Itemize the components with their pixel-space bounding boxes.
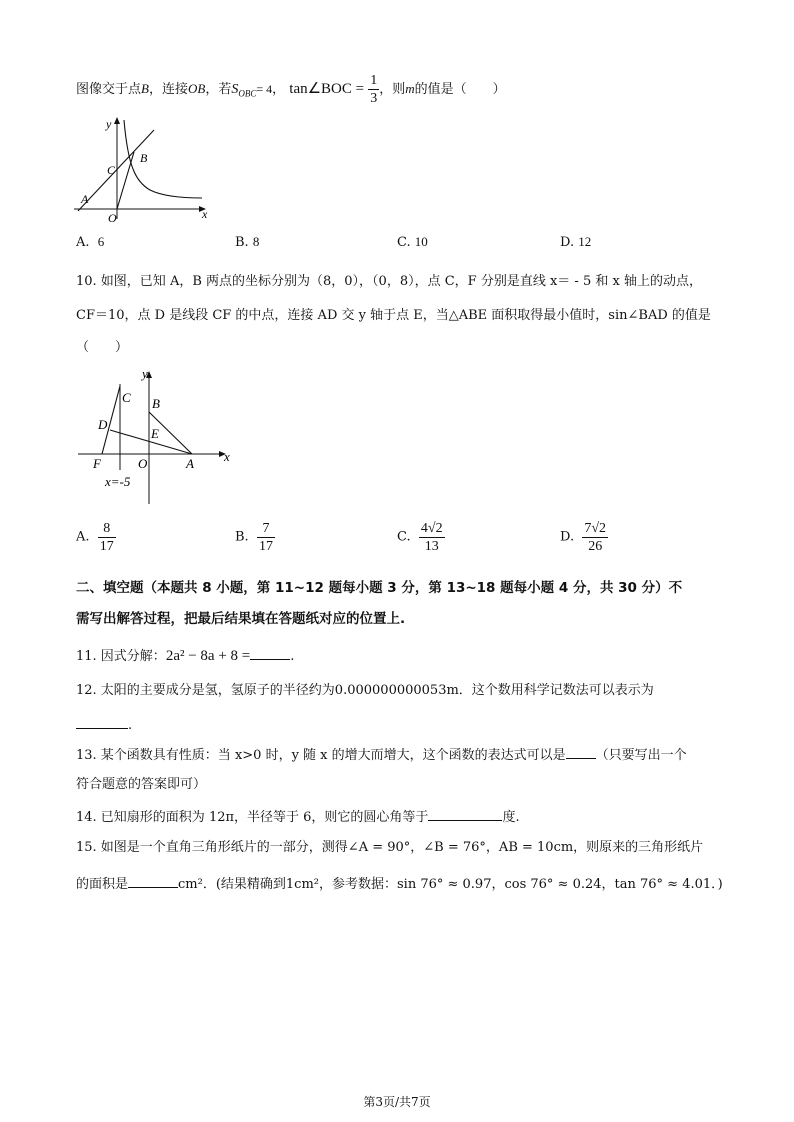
q9-line-ab: [78, 130, 154, 211]
q9-stem: [76, 72, 506, 107]
q9-y-arrow: [114, 117, 120, 124]
q10-label-xline: x=-5: [105, 474, 131, 489]
q9-figure: [70, 112, 220, 224]
q10-option-d[interactable]: D. $\frac{7√2}{26}$: [560, 521, 607, 554]
q10-label-c: C: [122, 390, 131, 405]
q9-label-b: B: [140, 151, 148, 165]
page-number: 第3页/共7页: [363, 1095, 431, 1109]
q10-figure: [72, 366, 242, 506]
q15-text-b: cm²．(结果精确到1cm²，参考数据：sin 76° ≈ 0.97，cos 76° ≈ 0.24，tan 76° ≈ 4.01．): [178, 877, 723, 892]
q9-option-d[interactable]: D. 12: [560, 234, 592, 250]
q10-line-2: CF＝10，点 D 是线段 CF 的中点，连接 AD 交 y 轴于点 E，当△ABE 面积取得最小值时，sin∠BAD 的值是: [76, 308, 711, 323]
q10-label-x: x: [224, 449, 230, 464]
q9-tan-num: 1: [370, 73, 378, 88]
q9-option-c[interactable]: C. 10: [397, 234, 428, 250]
q9-point-b: B: [141, 81, 149, 96]
q10-label-f: F: [93, 456, 101, 471]
q10-label-o: O: [138, 456, 148, 471]
q9-option-b[interactable]: B. 8: [235, 234, 260, 250]
q9-label-o: O: [108, 211, 117, 224]
q10-line-3: （ ）: [76, 340, 129, 355]
q9-m: m: [405, 81, 415, 96]
q11-answer-blank[interactable]: [250, 645, 290, 660]
q12-line-1: 12. 太阳的主要成分是氢，氢原子的半径约为0.000000000053m．这个数用科学记数法可以表示为: [76, 683, 654, 698]
q9-hyperbola: [124, 120, 202, 198]
q9-area-eq: = 4: [256, 82, 273, 96]
q12-answer-blank[interactable]: [76, 714, 128, 729]
q12-line-2: [76, 714, 132, 736]
q9-tail-b: 的值是（ ）: [414, 82, 506, 97]
q9-area-sub: OBC: [238, 88, 257, 99]
q13-answer-blank[interactable]: [566, 744, 596, 759]
q15-answer-blank[interactable]: [128, 873, 178, 888]
q10-line-1: 10. 如图，已知 A，B 两点的坐标分别为（8，0），（0，8），点 C，F 分别是直线 x＝ - 5 和 x 轴上的动点，: [76, 274, 702, 289]
section2-heading-1: 二、填空题（本题共 8 小题，第 11~12 题每小题 3 分，第 13~18 题每小题 4 分，共 30 分）不: [76, 580, 683, 596]
q14-text: 14. 已知扇形的面积为 12π，半径等于 6，则它的圆心角等于: [76, 810, 429, 825]
q15-line-1: 15. 如图是一个直角三角形纸片的一部分，测得∠A = 90°，∠B = 76°，AB = 10cm，则原来的三角形纸片: [76, 840, 704, 855]
q11-expression: 2a² − 8a + 8 =: [165, 648, 251, 664]
q10-option-b[interactable]: B. $\frac{7}{17}$: [235, 521, 273, 554]
q9-intro: 图像交于点: [76, 82, 142, 97]
q13-tail: （只要写出一个: [595, 748, 687, 763]
q9-if: ，若: [205, 82, 232, 97]
q15-text-a: 的面积是: [76, 877, 129, 892]
q9-label-a: A: [81, 192, 89, 206]
q13-text: 13. 某个函数具有性质：当 x>0 时，y 随 x 的增大而增大，这个函数的表达式可以是: [76, 748, 566, 763]
q10-label-a: A: [186, 456, 194, 471]
q10-label-d: D: [98, 417, 108, 432]
q9-tail-a: ，则: [379, 82, 406, 97]
q9-segment-ob: OB: [187, 81, 206, 96]
q9-tan-den: 3: [370, 91, 378, 106]
q9-connect: ，连接: [148, 82, 188, 97]
q10-option-a[interactable]: A. $\frac{8}{17}$: [76, 521, 114, 554]
q9-label-x: x: [202, 207, 208, 221]
q13-line-1: [76, 744, 687, 766]
q9-tan-text: tan∠BOC =: [289, 81, 365, 97]
q9-label-c: C: [107, 163, 116, 177]
q11-prefix: 11. 因式分解：: [76, 649, 166, 664]
q15-line-2: [76, 873, 723, 895]
q9-label-y: y: [106, 117, 112, 131]
q10-label-b: B: [152, 396, 160, 411]
q11: [76, 645, 294, 667]
q14: [76, 806, 520, 828]
q11-end: .: [290, 649, 295, 664]
q14-answer-blank[interactable]: [428, 806, 502, 821]
q10-option-c[interactable]: C. $\frac{4√2}{13}$: [397, 521, 443, 554]
q9-sep: ，: [272, 82, 286, 97]
q9-option-a[interactable]: A. 6: [76, 234, 105, 250]
q9-tan-fraction: [368, 72, 379, 107]
q14-end: 度.: [502, 810, 520, 825]
q12-end: .: [128, 718, 133, 733]
q10-label-e: E: [151, 426, 159, 441]
q13-line-2: 符合题意的答案即可）: [76, 777, 207, 792]
q9-area-s: S: [231, 82, 239, 97]
q10-label-y: y: [142, 366, 148, 381]
section2-heading-2: 需写出解答过程，把最后结果填在答题纸对应的位置上.: [76, 611, 406, 627]
